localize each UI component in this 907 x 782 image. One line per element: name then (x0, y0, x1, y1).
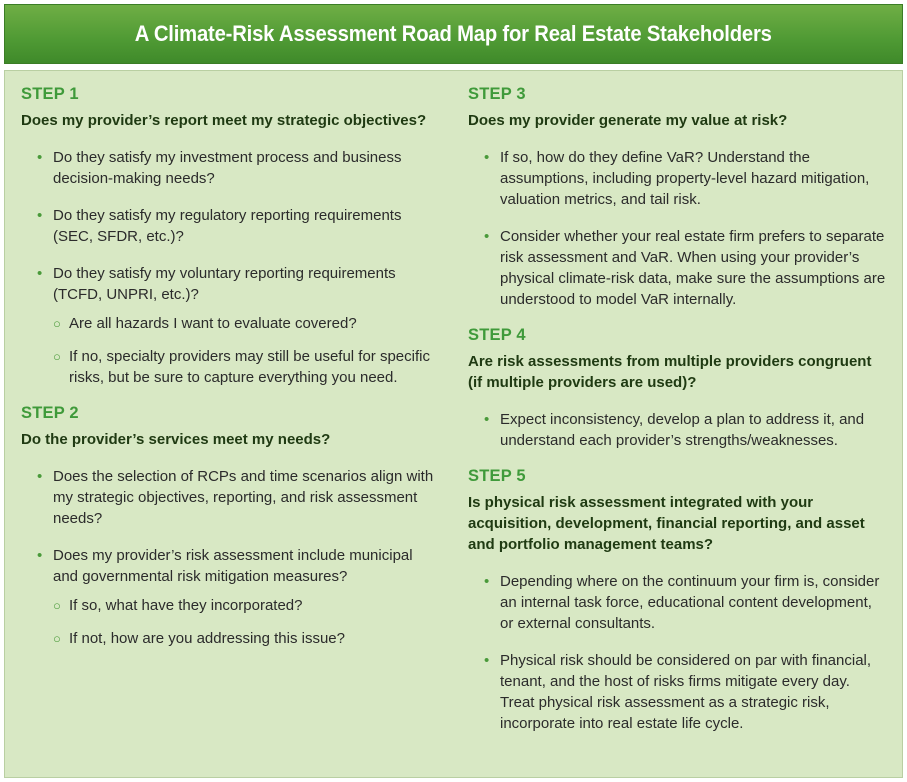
bullet-item (468, 147, 888, 210)
sub-bullet-ring-icon: ○ (53, 631, 61, 646)
step-question: Is physical risk assessment integrated with your acquisition, development, financial reporting, and asset and portfolio management teams? (468, 494, 865, 553)
sub-bullet-ring-icon: ○ (53, 316, 61, 331)
step-label: STEP 1 (21, 85, 79, 103)
step-label: STEP 3 (468, 85, 526, 103)
step-question: Does my provider generate my value at risk? (468, 112, 788, 129)
content-panel (4, 70, 903, 778)
bullet-text: Do they satisfy my voluntary reporting requirements (TCFD, UNPRI, etc.)? (53, 265, 396, 303)
bullet-dot-icon: • (37, 468, 43, 485)
bullet-text: Depending where on the continuum your firm is, consider an internal task force, educational content development, or external consultants. (500, 573, 880, 632)
step-question: Do the provider’s services meet my needs? (21, 431, 331, 448)
bullet-dot-icon: • (484, 573, 490, 590)
sub-bullet-list (53, 595, 441, 649)
step-4 (468, 326, 888, 451)
page-title: A Climate-Risk Assessment Road Map for Real Estate Stakeholders (134, 21, 773, 46)
left-column (21, 85, 441, 665)
step-3 (468, 85, 888, 310)
step-5 (468, 467, 888, 734)
bullet-list (21, 466, 441, 649)
sub-bullet-text: If so, what have they incorporated? (69, 597, 303, 614)
bullet-dot-icon: • (37, 149, 43, 166)
bullet-item (468, 650, 888, 734)
bullet-text: Does my provider’s risk assessment include municipal and governmental risk mitigation measures? (53, 547, 413, 585)
sub-bullet-item (53, 346, 441, 388)
bullet-text: Consider whether your real estate firm prefers to separate risk assessment and VaR. When using your provider’s physical climate-risk data, make sure the assumptions are understood to model VaR internally. (500, 228, 886, 308)
step-question: Does my provider’s report meet my strategic objectives? (21, 112, 427, 129)
sub-bullet-text: If no, specialty providers may still be useful for specific risks, but be sure to capture everything you need. (69, 348, 430, 386)
bullet-text: If so, how do they define VaR? Understand the assumptions, including property-level hazard mitigation, valuation metrics, and tail risk. (500, 149, 870, 208)
bullet-text: Do they satisfy my regulatory reporting requirements (SEC, SFDR, etc.)? (53, 207, 402, 245)
bullet-item (21, 263, 441, 388)
bullet-item (21, 545, 441, 649)
sub-bullet-list (53, 313, 441, 388)
bullet-dot-icon: • (484, 411, 490, 428)
bullet-dot-icon: • (37, 207, 43, 224)
right-column (468, 85, 888, 750)
bullet-dot-icon: • (484, 652, 490, 669)
bullet-dot-icon: • (484, 228, 490, 245)
bullet-item (21, 205, 441, 247)
sub-bullet-item (53, 628, 441, 649)
step-2 (21, 404, 441, 649)
step-label: STEP 5 (468, 467, 526, 485)
sub-bullet-item (53, 313, 441, 334)
sub-bullet-text: Are all hazards I want to evaluate covered? (69, 315, 357, 332)
step-label: STEP 4 (468, 326, 526, 344)
bullet-text: Does the selection of RCPs and time scenarios align with my strategic objectives, reporting, and risk assessment needs? (53, 468, 434, 527)
bullet-list (468, 147, 888, 310)
step-label: STEP 2 (21, 404, 79, 422)
bullet-item (468, 409, 888, 451)
bullet-text: Physical risk should be considered on par with financial, tenant, and the host of risks firms mitigate every day. Treat physical risk assessment as a strategic risk, incorporate into real estate life cycle. (500, 652, 872, 732)
bullet-item (21, 147, 441, 189)
bullet-text: Expect inconsistency, develop a plan to address it, and understand each provider’s strengths/weaknesses. (500, 411, 865, 449)
bullet-text: Do they satisfy my investment process and business decision-making needs? (53, 149, 402, 187)
sub-bullet-text: If not, how are you addressing this issue? (69, 630, 345, 647)
bullet-item (468, 571, 888, 634)
sub-bullet-ring-icon: ○ (53, 598, 61, 613)
bullet-dot-icon: • (37, 547, 43, 564)
sub-bullet-item (53, 595, 441, 616)
bullet-dot-icon: • (37, 265, 43, 282)
step-question: Are risk assessments from multiple providers congruent (if multiple providers are used)? (468, 353, 872, 391)
step-1 (21, 85, 441, 388)
bullet-list (468, 409, 888, 451)
bullet-item (21, 466, 441, 529)
sub-bullet-ring-icon: ○ (53, 349, 61, 364)
bullet-list (468, 571, 888, 734)
title-banner (4, 4, 903, 64)
bullet-dot-icon: • (484, 149, 490, 166)
bullet-item (468, 226, 888, 310)
bullet-list (21, 147, 441, 388)
